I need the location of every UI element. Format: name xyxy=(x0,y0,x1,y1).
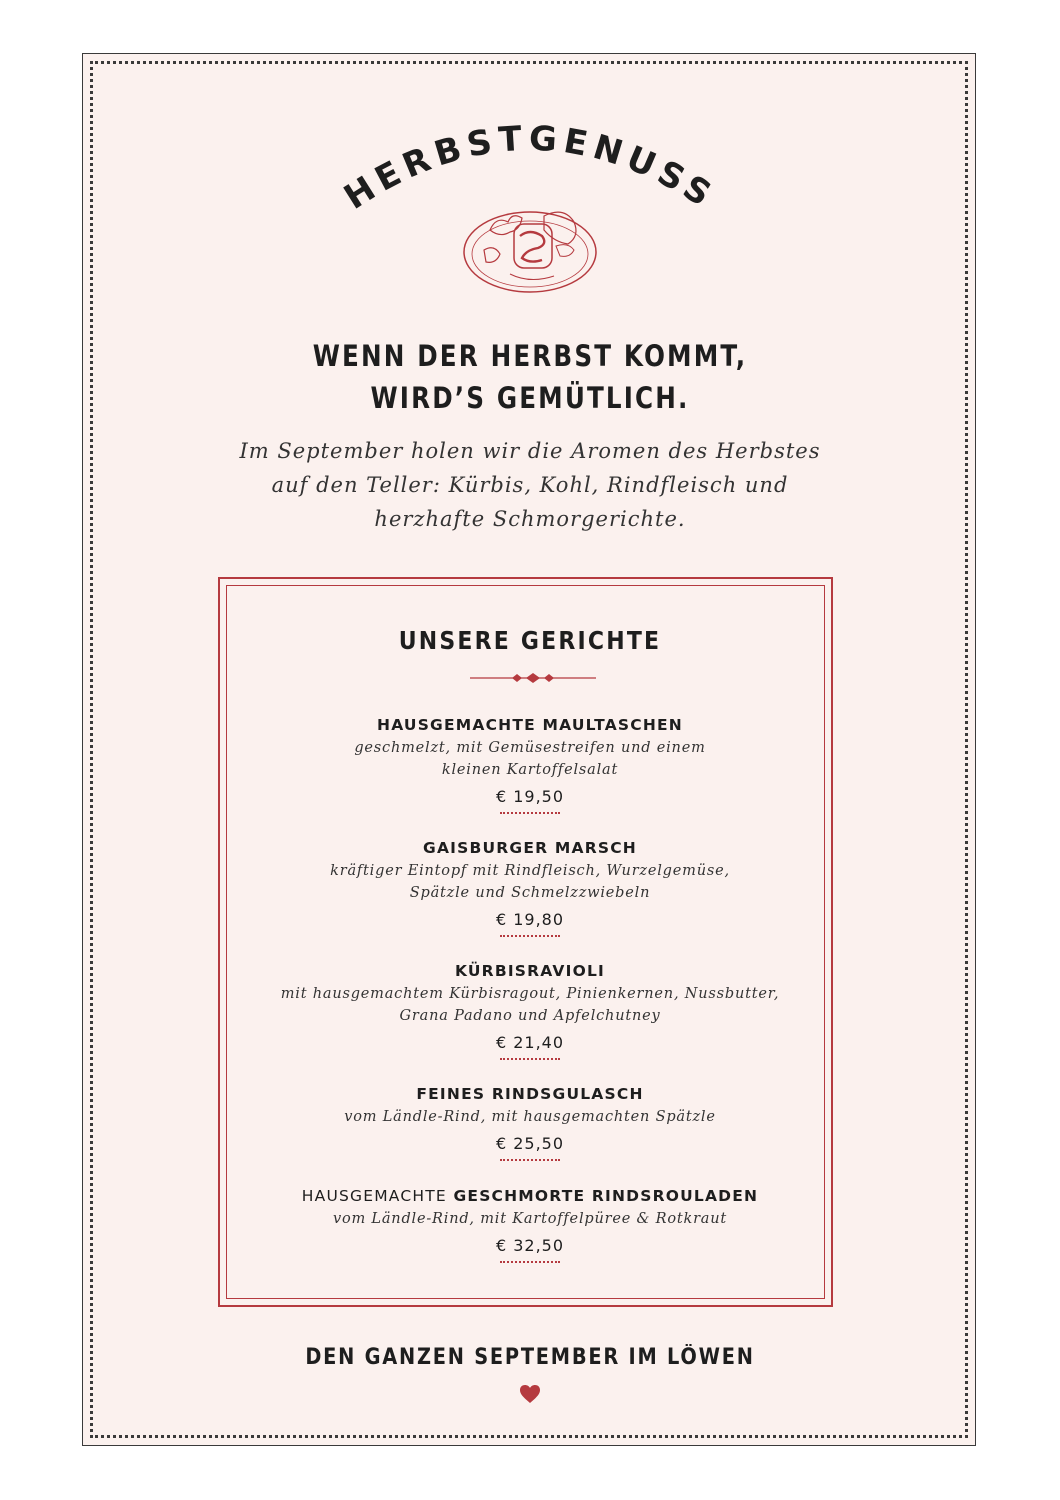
dish-description: vom Ländle-Rind, mit hausgemachten Spätzle xyxy=(344,1109,716,1125)
intro-line-1: Im September holen wir die Aromen des Herbstes xyxy=(239,439,821,463)
dish-name: HAUSGEMACHTE MAULTASCHEN xyxy=(377,716,683,734)
arc-title-text: HERBSTGENUSS xyxy=(337,118,723,218)
dish-name-main: GESCHMORTE RINDSROULADEN xyxy=(453,1187,759,1205)
dish-item xyxy=(220,1082,840,1161)
dish-description: Grana Padano und Apfelchutney xyxy=(399,1008,661,1024)
dish-price: € 21,40 xyxy=(495,1033,565,1052)
dish-name: FEINES RINDSGULASCH xyxy=(416,1085,644,1103)
dish-description: mit hausgemachtem Kürbisragout, Pinienkernen, Nussbutter, xyxy=(280,986,780,1002)
dish-price: € 25,50 xyxy=(495,1134,565,1153)
dish-dotted-divider xyxy=(500,1157,560,1161)
dish-dotted-divider xyxy=(500,1259,560,1263)
dish-name-prefix: HAUSGEMACHTE xyxy=(301,1187,447,1205)
dish-price: € 32,50 xyxy=(495,1236,565,1255)
dish-dotted-divider xyxy=(500,810,560,814)
dish-item xyxy=(220,1184,840,1263)
menu-title: UNSERE GERICHTE xyxy=(398,626,662,655)
dish-dotted-divider xyxy=(500,933,560,937)
dish-description: kleinen Kartoffelsalat xyxy=(441,762,619,778)
dish-dotted-divider xyxy=(500,1056,560,1060)
dish-name: KÜRBISRAVIOLI xyxy=(454,962,606,980)
dish-item xyxy=(220,959,840,1060)
intro-line-2: auf den Teller: Kürbis, Kohl, Rindfleisch und xyxy=(271,473,789,497)
dish-description: vom Ländle-Rind, mit Kartoffelpüree & Rotkraut xyxy=(332,1211,728,1227)
footer-text: DEN GANZEN SEPTEMBER IM LÖWEN xyxy=(305,1345,755,1370)
dish-price: € 19,80 xyxy=(495,910,565,929)
dish-price: € 19,50 xyxy=(495,787,565,806)
dish-description: geschmelzt, mit Gemüsestreifen und einem xyxy=(354,740,706,756)
dish-item xyxy=(220,713,840,814)
intro-line-3: herzhafte Schmorgerichte. xyxy=(374,507,686,531)
dish-name xyxy=(220,1184,840,1208)
dish-description: Spätzle und Schmelzzwiebeln xyxy=(409,885,651,901)
divider-ornament-icon xyxy=(470,671,596,685)
headline-line-1: WENN DER HERBST KOMMT, xyxy=(312,339,748,373)
plate-illustration-icon xyxy=(460,190,600,300)
heart-icon xyxy=(519,1384,541,1404)
dish-item xyxy=(220,836,840,937)
dish-description: kräftiger Eintopf mit Rindfleisch, Wurzelgemüse, xyxy=(330,863,730,879)
headline-line-2: WIRD’S GEMÜTLICH. xyxy=(370,381,690,415)
dish-name: GAISBURGER MARSCH xyxy=(423,839,637,857)
